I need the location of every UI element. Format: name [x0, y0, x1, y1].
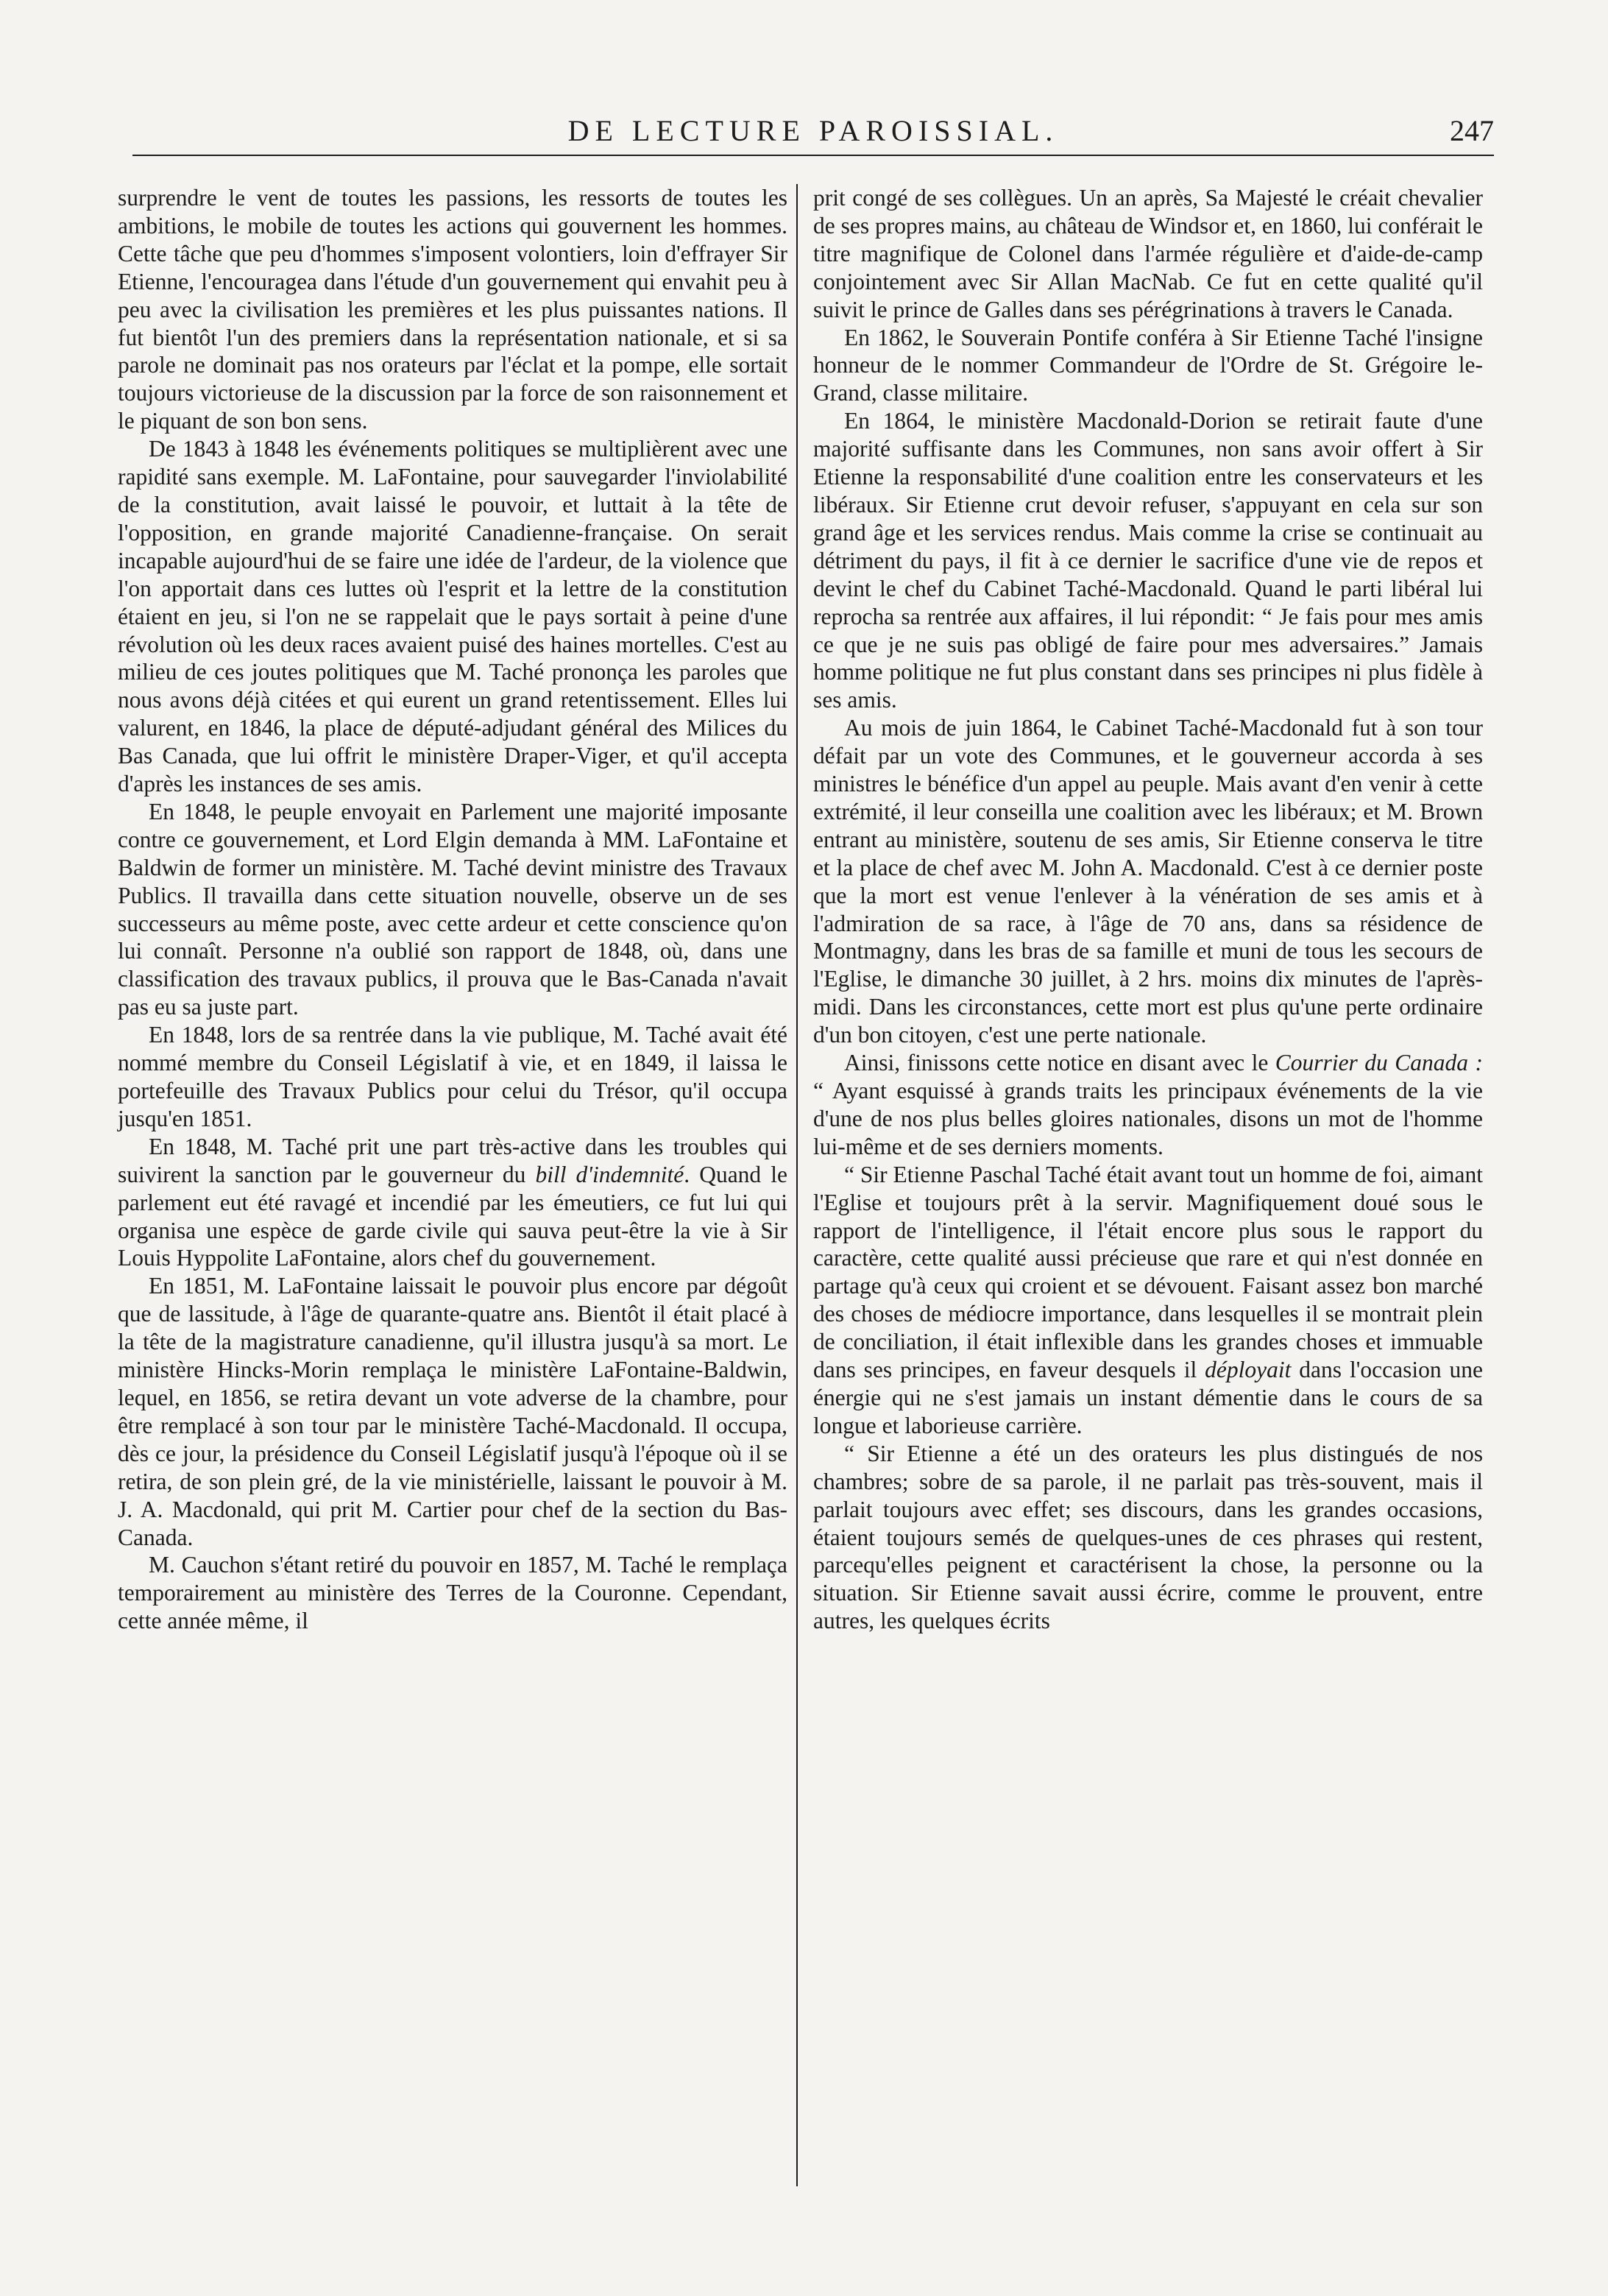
running-title: DE LECTURE PAROISSIAL.: [567, 114, 1059, 147]
paragraph-text: En 1848, M. Taché prit une part très-active dans les troubles qui suivirent la sanction par le gouverneur du: [118, 1133, 787, 1187]
paragraph: En 1864, le ministère Macdonald-Dorion se retirait faute d'une majorité suffisante dans les Communes, non sans avoir offert à Sir Etienne la responsabilité d'une coalition entre les conservateurs et les libéraux. Sir Etienne crut devoir refuser, s'appuyant en cela sur son grand âge et les services rendus. Mais comme la crise se continuait au détriment du pays, il fit à ce dernier le sacrifice d'une vie de repos et devint le chef du Cabinet Taché-Macdonald. Quand le parti libéral lui reprocha sa rentrée aux affaires, il lui répondit: “ Je fais pour mes amis ce que je ne suis pas obligé de faire pour mes adversaires.” Jamais homme politique ne fut plus constant dans ses principes ni plus fidèle à ses amis.: [813, 408, 1483, 713]
paragraph-text: “ Ayant esquissé à grands traits les principaux événements de la vie d'une de nos plus belles gloires nationales, disons un mot de l'homme lui-même et de ses derniers moments.: [813, 1078, 1483, 1159]
paragraph: “ Sir Etienne a été un des orateurs les plus distingués de nos chambres; sobre de sa parole, il ne parlait pas très-souvent, mais il parlait toujours avec effet; ses discours, dans les grandes occasions, étaient toujours semés de quelques-unes de ces phrases qui restent, parcequ'elles peignent et caractérisent la chose, la personne ou la situation. Sir Etienne savait aussi écrire, comme le prouvent, entre autres, les quelques écrits: [813, 1440, 1483, 1634]
paragraph: [813, 1161, 1483, 1440]
paragraph: Au mois de juin 1864, le Cabinet Taché-Macdonald fut à son tour défait par un vote des Communes, et le gouverneur accorda à ses ministres le bénéfice d'un appel au peuple. Mais avant d'en venir à cette extrémité, il leur conseilla une coalition avec les libéraux; et M. Brown entrant au ministère, soutenu de ses amis, Sir Etienne conserva le titre et la place de chef avec M. John A. Macdonald. C'est à ce dernier poste que la mort est venue l'enlever à la vénération de ses amis et à l'admiration de sa race, à l'âge de 70 ans, dans sa résidence de Montmagny, dans les bras de sa famille et muni de tous les secours de l'Eglise, le dimanche 30 juillet, à 2 hrs. moins dix minutes de l'après-midi. Dans les circonstances, cette mort est plus qu'une perte ordinaire d'un bon citoyen, c'est une perte nationale.: [813, 715, 1483, 1048]
paragraph-text: “ Sir Etienne Paschal Taché était avant tout un homme de foi, aimant l'Eglise et toujours prêt à la servir. Magnifiquement doué sous le rapport de l'intelligence, il l'était encore plus sous le rapport du caractère, cette qualité aussi précieuse que rare et qui n'est donnée en partage qu'à ceux qui croient et se dévouent. Faisant assez bon marché des choses de médiocre importance, dans lesquelles il se montrait plein de conciliation, il était inflexible dans les grandes choses et immuable dans ses principes, en faveur desquels il: [813, 1161, 1483, 1383]
italic-text: déployait: [1205, 1357, 1292, 1383]
left-column: [118, 184, 787, 1635]
paragraph: [118, 1133, 787, 1273]
paragraph: [813, 1049, 1483, 1161]
paragraph-text: dans l'occasion une énergie qui ne s'est jamais un instant démentie dans le cours de sa longue et laborieuse carrière.: [813, 1357, 1483, 1438]
paragraph: M. Cauchon s'étant retiré du pouvoir en 1857, M. Taché le remplaça temporairement au ministère des Terres de la Couronne. Cependant, cette année même, il: [118, 1552, 787, 1634]
paragraph: surprendre le vent de toutes les passions, les ressorts de toutes les ambitions, le mobile de toutes les actions qui gouvernent les hommes. Cette tâche que peu d'hommes s'imposent volontiers, loin d'effrayer Sir Etienne, l'encouragea dans l'étude d'un gouvernement qui envahit peu à peu avec la civilisation les premières et les plus puissantes nations. Il fut bientôt l'un des premiers dans la représentation nationale, et si sa parole ne dominait pas nos orateurs par l'éclat et la pompe, elle sortait toujours victorieuse de la discussion par la force de son raisonnement et le piquant de son bon sens.: [118, 185, 787, 434]
running-head: [132, 110, 1494, 155]
italic-text: Courrier du Canada :: [1275, 1050, 1483, 1076]
page-number: 247: [1450, 114, 1494, 147]
italic-text: bill d'indemnité: [535, 1161, 684, 1187]
paragraph-text: . Quand le parlement eut été ravagé et incendié par les émeutiers, ce fut lui qui organisa une espèce de garde civile qui sauva peut-être la vie à Sir Louis Hyppolite LaFontaine, alors chef du gouvernement.: [118, 1161, 787, 1271]
right-column: [813, 184, 1483, 1635]
paragraph: En 1848, lors de sa rentrée dans la vie publique, M. Taché avait été nommé membre du Conseil Législatif à vie, et en 1849, il laissa le portefeuille des Travaux Publics pour celui du Trésor, qu'il occupa jusqu'en 1851.: [118, 1022, 787, 1131]
column-divider: [796, 184, 798, 2186]
paragraph: En 1862, le Souverain Pontife conféra à Sir Etienne Taché l'insigne honneur de le nommer Commandeur de l'Ordre de St. Grégoire le-Grand, classe militaire.: [813, 324, 1483, 406]
paragraph: En 1851, M. LaFontaine laissait le pouvoir plus encore par dégoût que de lassitude, à l'âge de quarante-quatre ans. Bientôt il était placé à la tête de la magistrature canadienne, qu'il illustra jusqu'à sa mort. Le ministère Hincks-Morin remplaça le ministère LaFontaine-Baldwin, lequel, en 1856, se retira devant un vote adverse de la chambre, pour être remplacé à son tour par le ministère Taché-Macdonald. Il occupa, dès ce jour, la présidence du Conseil Législatif jusqu'à l'époque où il se retira, de son plein gré, de la vie ministérielle, laissant le pouvoir à M. J. A. Macdonald, qui prit M. Cartier pour chef de la section du Bas-Canada.: [118, 1273, 787, 1550]
paragraph-text: Ainsi, finissons cette notice en disant avec le: [844, 1050, 1275, 1076]
paragraph: prit congé de ses collègues. Un an après, Sa Majesté le créait chevalier de ses propres mains, au château de Windsor et, en 1860, lui conférait le titre magnifique de Colonel dans l'armée régulière et d'aide-de-camp conjointement avec Sir Allan MacNab. Ce fut en cette qualité qu'il suivit le prince de Galles dans ses pérégrinations à travers le Canada.: [813, 185, 1483, 322]
paragraph: En 1848, le peuple envoyait en Parlement une majorité imposante contre ce gouvernement, et Lord Elgin demanda à MM. LaFontaine et Baldwin de former un ministère. M. Taché devint ministre des Travaux Publics. Il travailla dans cette situation nouvelle, observe un de ses successeurs au même poste, avec cette ardeur et cette conscience qu'on lui connaît. Personne n'a oublié son rapport de 1848, où, dans une classification des travaux publics, il prouva que le Bas-Canada n'avait pas eu sa juste part.: [118, 798, 787, 1020]
header-rule: [132, 155, 1494, 156]
paragraph: De 1843 à 1848 les événements politiques se multiplièrent avec une rapidité sans exemple. M. LaFontaine, pour sauvegarder l'inviolabilité de la constitution, avait laissé le pouvoir, et luttait à la tête de l'opposition, en grande majorité Canadienne-française. On serait incapable aujourd'hui de se faire une idée de l'ardeur, de la violence que l'on apportait dans ces luttes où l'esprit et la lettre de la constitution étaient en jeu, si l'on ne se rappelait que le pays sortait à peine d'une révolution où les deux races avaient puisé des haines mortelles. C'est au milieu de ces joutes politiques que M. Taché prononça les paroles que nous avons déjà citées et qui eurent un grand retentissement. Elles lui valurent, en 1846, la place de député-adjudant général des Milices du Bas Canada, que lui offrit le ministère Draper-Viger, et qu'il accepta d'après les instances de ses amis.: [118, 436, 787, 797]
